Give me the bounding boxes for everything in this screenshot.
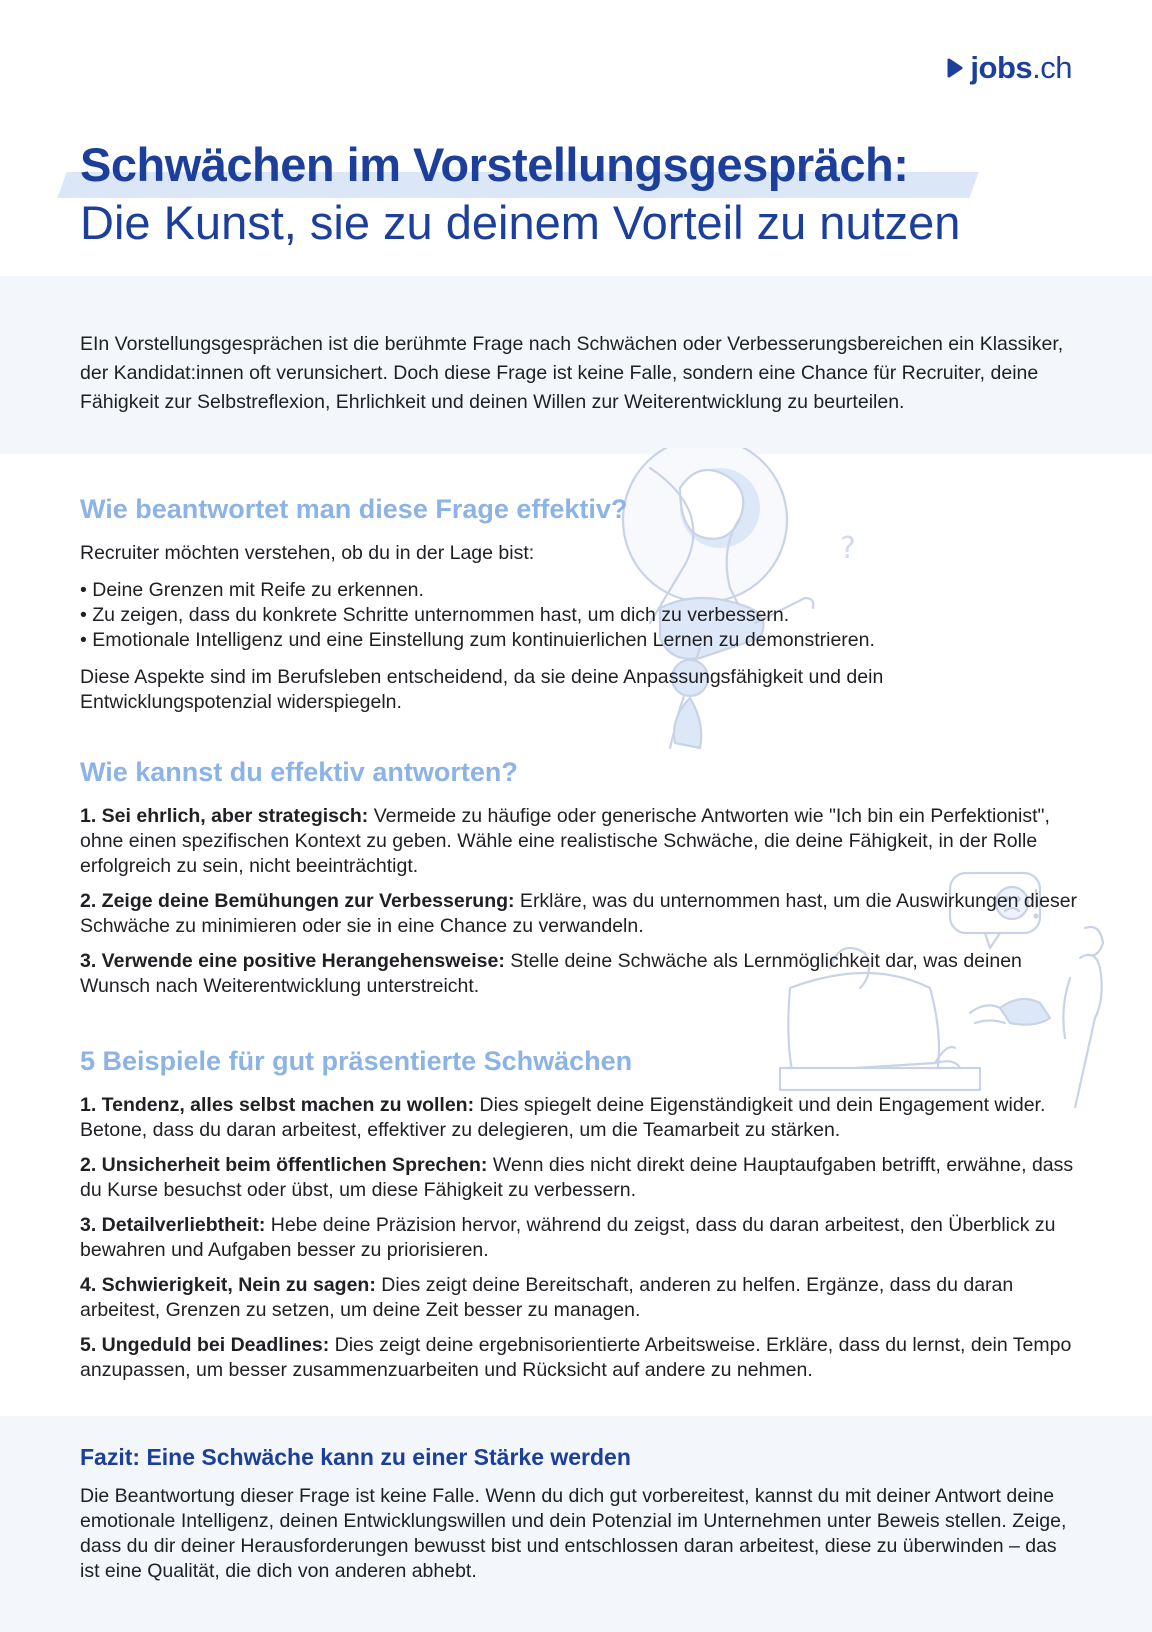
conclusion-heading: Fazit: Eine Schwäche kann zu einer Stärke werden: [80, 1444, 631, 1470]
list-item: • Deine Grenzen mit Reife zu erkennen.: [80, 578, 1080, 603]
intro-section: [0, 276, 1152, 454]
logo-wordmark: jobs.ch: [970, 50, 1072, 85]
list-item: 5. Ungeduld bei Deadlines: Dies zeigt deine ergebnisorientierte Arbeitsweise. Erkläre, dass du lernst, dein Tempo anzupassen, um besser zusammenzuarbeiten und Rücksicht auf andere zu nehmen.: [80, 1334, 1072, 1381]
list-item: 3. Detailverliebtheit: Hebe deine Präzision hervor, während du zeigst, dass du daran arbeitest, den Überblick zu bewahren und Aufgaben besser zu priorisieren.: [80, 1214, 1056, 1261]
intro-paragraph: EIn Vorstellungsgesprächen ist die berühmte Frage nach Schwächen oder Verbesserungsbereichen ein Klassiker, der Kandidat:innen oft verunsichert. Doch diese Frage ist keine Falle, sondern eine Chance für Recruiter, deine Fähigkeit zur Selbstreflexion, Ehrlichkeit und deinen Willen zur Weiterentwicklung zu beurteilen.: [80, 332, 1064, 413]
section-answer-effectively: [80, 494, 1080, 715]
list-item: 3. Verwende eine positive Herangehensweise: Stelle deine Schwäche als Lernmöglichkeit dar, was deinen Wunsch nach Weiterentwicklung unterstreicht.: [80, 950, 1022, 997]
section-2-heading: Wie kannst du effektiv antworten?: [80, 757, 518, 787]
list-item: 2. Unsicherheit beim öffentlichen Sprechen: Wenn dies nicht direkt deine Hauptaufgaben betrifft, erwähne, dass du Kurse besuchst oder übst, um diese Fähigkeit zu verbessern.: [80, 1154, 1074, 1201]
title-line-2: Die Kunst, sie zu deinem Vorteil zu nutzen: [80, 196, 961, 249]
title-line-1: Schwächen im Vorstellungsgespräch:: [80, 138, 909, 191]
list-item: 1. Tendenz, alles selbst machen zu wollen: Dies spiegelt deine Eigenständigkeit und dein Engagement wider. Betone, dass du daran arbeitest, effektiver zu delegieren, um die Teamarbeit zu stärken.: [80, 1094, 1046, 1141]
section-3-heading: 5 Beispiele für gut präsentierte Schwächen: [80, 1046, 633, 1076]
brand-logo: [946, 50, 1072, 86]
conclusion-paragraph: Die Beantwortung dieser Frage ist keine Falle. Wenn du dich gut vorbereitest, kannst du mit deiner Antwort deine emotionale Intelligenz, deinen Entwicklungswillen und dein Potenzial im Unternehmen unter Beweis stellen. Zeige, dass du dir deiner Herausforderungen bewusst bist und entschlossen daran arbeitest, diese zu überwinden – das ist eine Qualität, die dich von anderen abhebt.: [80, 1485, 1067, 1582]
conclusion-section: [0, 1416, 1152, 1632]
svg-text:?: ?: [840, 531, 856, 566]
section-1-closing: Diese Aspekte sind im Berufsleben entscheidend, da sie deine Anpassungsfähigkeit und dein Entwicklungspotenzial widerspiegeln.: [80, 666, 884, 713]
list-item: 1. Sei ehrlich, aber strategisch: Vermeide zu häufige oder generische Antworten wie "Ich bin ein Perfektionist", ohne einen spezifischen Kontext zu geben. Wähle eine realistische Schwäche, die deine Fähigkeit, in der Rolle erfolgreich zu sein, nicht beeinträchtigt.: [80, 805, 1050, 877]
list-item: • Emotionale Intelligenz und eine Einstellung zum kontinuierlichen Lernen zu demonstrieren.: [80, 628, 1080, 653]
page-title: [80, 136, 1080, 252]
section-1-heading: Wie beantwortet man diese Frage effektiv?: [80, 494, 628, 524]
list-item: 4. Schwierigkeit, Nein zu sagen: Dies zeigt deine Bereitschaft, anderen zu helfen. Ergänze, dass du daran arbeitest, Grenzen zu setzen, um deine Zeit besser zu managen.: [80, 1274, 1014, 1321]
section-five-examples: [80, 1046, 1080, 1393]
play-arrow-icon: [946, 58, 964, 78]
section-1-bullet-list: [80, 578, 1080, 653]
section-how-to-answer: [80, 757, 1080, 1009]
list-item: • Zu zeigen, dass du konkrete Schritte unternommen hast, um dich zu verbessern.: [80, 603, 1080, 628]
list-item: 2. Zeige deine Bemühungen zur Verbesserung: Erkläre, was du unternommen hast, um die Auswirkungen dieser Schwäche zu minimieren oder sie in eine Chance zu verwandeln.: [80, 890, 1078, 937]
section-1-lead: Recruiter möchten verstehen, ob du in der Lage bist:: [80, 542, 535, 564]
